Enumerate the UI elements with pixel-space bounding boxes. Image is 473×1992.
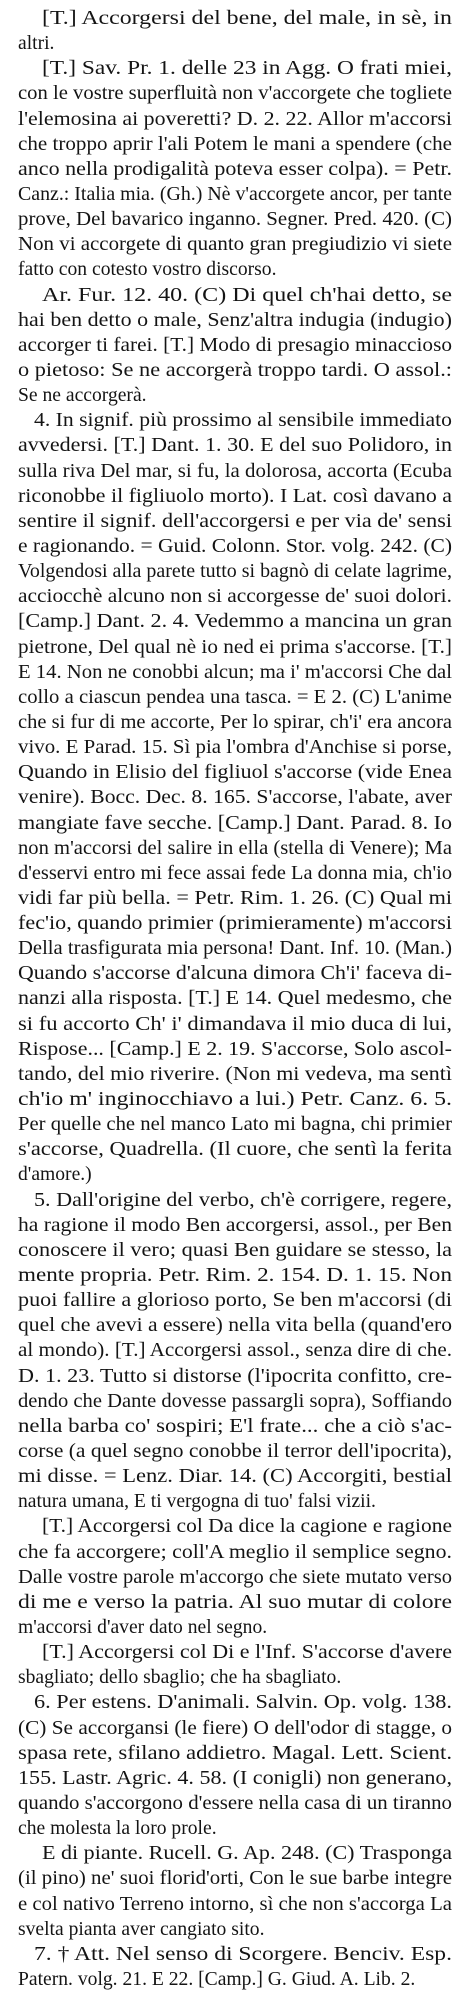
text-line <box>0 685 473 710</box>
text-line-content: quel che avevi a essere) nella vita bella (quand'ero <box>18 1315 453 1337</box>
text-line <box>0 1540 473 1565</box>
text-line-content: Ar. Fur. 12. 40. (C) Di quel ch'hai detto, se <box>42 284 453 306</box>
text-line <box>0 1137 473 1162</box>
text-line-content: con le vostre superfluità non v'accorgete che togliete <box>18 83 453 105</box>
text-line-content: (C) Se accorgansi (le fiere) O dell'odor di stagge, o <box>18 1717 453 1739</box>
text-line <box>0 1640 473 1665</box>
text-line-content: corse (a quel segno conobbe il terror dell'ipocrita), <box>18 1441 453 1463</box>
text-line <box>0 936 473 961</box>
text-line <box>0 1288 473 1313</box>
text-line <box>0 1162 473 1187</box>
text-line <box>0 1841 473 1866</box>
text-line <box>0 81 473 106</box>
text-line-content: che troppo aprir l'ali Potem le mani a spendere (che <box>18 133 453 155</box>
text-line <box>0 56 473 81</box>
text-line-content: mangiate fave secche. [Camp.] Dant. Parad. 8. Io <box>18 812 452 834</box>
text-line-content: che molesta la loro prole. <box>18 1818 217 1840</box>
text-line-content: [T.] Accorgersi del bene, del male, in sè, in <box>42 8 452 29</box>
text-line-content: dendo che Dante dovesse passargli sopra), Soffiando <box>18 1390 453 1412</box>
text-line-content: Quando in Elisio del figliuol s'accorse (vide Enea <box>18 762 453 784</box>
text-line-content: vivo. E Parad. 15. Sì pia l'ombra d'Anchise si porse, <box>18 737 452 759</box>
text-line <box>0 1741 473 1766</box>
text-line-content: e col nativo Terreno intorno, sì che non s'accorga La <box>18 1893 452 1915</box>
text-line-content: nanzi alla risposta. [T.] E 14. Quel medesmo, che <box>18 988 453 1010</box>
text-line <box>0 1615 473 1640</box>
text-line-content: altri. <box>18 33 55 55</box>
text-line <box>0 1188 473 1213</box>
text-line-content: hai ben detto o male, Senz'altra indugia (indugio) <box>18 309 452 331</box>
text-line <box>0 1690 473 1715</box>
text-line-content: Della trasfigurata mia persona! Dant. Inf. 10. (Man.) <box>18 938 452 960</box>
text-line-content: 155. Lastr. Agric. 4. 58. (I conigli) non generano, <box>18 1767 453 1789</box>
text-line-content: [T.] Accorgersi col Di e l'Inf. S'accorse d'avere <box>42 1642 452 1664</box>
text-line-content: vidi far più bella. = Petr. Rim. 1. 26. (C) Qual mi <box>18 887 453 909</box>
text-line-content: o pietoso: Se ne accorgerà troppo tardi. O assol.: <box>18 359 452 381</box>
text-line-content: non m'accorsi del salire in ella (stella di Venere); Ma <box>18 837 452 859</box>
text-line <box>0 283 473 308</box>
text-line-content: sbagliato; dello sbaglio; che ha sbagliato. <box>18 1667 342 1689</box>
text-line-content: [T.] Accorgersi col Da dice la cagione e ragione <box>42 1516 452 1538</box>
text-line <box>0 383 473 408</box>
text-line <box>0 1338 473 1363</box>
text-line <box>0 459 473 484</box>
text-line-content: m'accorsi d'aver dato nel segno. <box>18 1617 268 1638</box>
text-line <box>0 1213 473 1238</box>
text-line-content: riconobbe il figliuolo morto). I Lat. così davano a <box>18 485 453 507</box>
text-line-content: mi disse. = Lenz. Diar. 14. (C) Accorgiti, bestial <box>18 1466 452 1488</box>
text-line <box>0 1967 473 1992</box>
text-line <box>0 1917 473 1942</box>
text-line <box>0 1062 473 1087</box>
text-line-content: fatto con cotesto vostro discorso. <box>18 259 277 281</box>
text-line-content: E 14. Non ne conobbi alcun; ma i' m'accorsi Che dal <box>18 661 452 683</box>
text-line-content: 6. Per estens. D'animali. Salvin. Op. volg. 138. <box>34 1692 452 1714</box>
text-line <box>0 836 473 861</box>
text-line-content: 4. In signif. più prossimo al sensibile immediato <box>34 410 452 432</box>
text-line-content: puoi fallire a glorioso porto, Se ben m'accorsi (di <box>18 1290 452 1312</box>
text-line <box>0 1665 473 1690</box>
text-line <box>0 1590 473 1615</box>
text-line <box>0 886 473 911</box>
text-line-content: s'accorse, Quadrella. (Il cuore, che sentì la ferita <box>18 1139 453 1161</box>
text-line <box>0 1766 473 1791</box>
text-line-content: acciocchè alcuno non si accorgesse de' suoi dolori. <box>18 586 452 608</box>
text-line <box>0 207 473 232</box>
text-line-content: Volgendosi alla parete tutto si bagnò di celate lagrime, <box>18 561 452 583</box>
text-line <box>0 635 473 660</box>
text-line-content: natura umana, E ti vergogna di tuo' falsi vizii. <box>18 1491 376 1513</box>
text-line-content: ha ragione il modo Ben accorgersi, assol., per Ben <box>18 1214 453 1236</box>
text-line <box>0 961 473 986</box>
text-line-content: Dalle vostre parole m'accorgo che siete mutato verso <box>18 1566 453 1588</box>
text-line-content: accorger ti farei. [T.] Modo di presagio minaccioso <box>18 334 453 356</box>
text-line <box>0 1565 473 1590</box>
text-line <box>0 1791 473 1816</box>
text-line <box>0 1364 473 1389</box>
text-line-content: prove, Del bavarico inganno. Segner. Pred. 420. (C) <box>18 209 453 231</box>
text-line <box>0 1037 473 1062</box>
text-line-content: quando s'accorgono d'essere nella casa di un tiranno <box>18 1792 452 1814</box>
text-line <box>0 358 473 383</box>
text-line <box>0 182 473 207</box>
text-line-content: avvedersi. [T.] Dant. 1. 30. E del suo Polidoro, in <box>18 435 452 457</box>
text-line <box>0 31 473 56</box>
text-line <box>0 609 473 634</box>
text-line <box>0 1892 473 1917</box>
text-line-content: (il pino) ne' suoi florid'orti, Con le sue barbe integre <box>18 1868 452 1890</box>
text-line <box>0 509 473 534</box>
text-line-content: sentire il signif. dell'accorgersi e per via de' sensi <box>18 510 453 532</box>
text-line-content: di me e verso la patria. Al suo mutar di colore <box>18 1591 452 1613</box>
text-line <box>0 1389 473 1414</box>
text-line <box>0 132 473 157</box>
text-line <box>0 1263 473 1288</box>
text-line <box>0 1313 473 1338</box>
text-line-content: svelta pianta aver cangiato sito. <box>18 1918 265 1940</box>
text-line-content: E di piante. Rucell. G. Ap. 248. (C) Trasponga <box>42 1843 453 1865</box>
text-line-content: Per quelle che nel manco Lato mi bagna, chi primier <box>18 1114 452 1136</box>
text-line <box>0 660 473 685</box>
text-line <box>0 6 473 31</box>
text-line <box>0 157 473 182</box>
text-line <box>0 232 473 257</box>
text-line <box>0 584 473 609</box>
text-line <box>0 911 473 936</box>
text-line <box>0 1087 473 1112</box>
text-line <box>0 257 473 282</box>
text-line <box>0 735 473 760</box>
text-line <box>0 1489 473 1514</box>
text-line <box>0 408 473 433</box>
text-line <box>0 1866 473 1891</box>
text-line-content: [T.] Sav. Pr. 1. delle 23 in Agg. O frati miei, <box>42 58 453 80</box>
text-line <box>0 333 473 358</box>
text-line-content: Non vi accorgete di quanto gran pregiudizio vi siete <box>18 234 453 256</box>
text-line <box>0 308 473 333</box>
text-line-content: [Camp.] Dant. 2. 4. Vedemmo a mancina un gran <box>18 611 453 633</box>
text-line-content: che si fur di me accorte, Per lo spirar, ch'i' era ancora <box>18 711 452 733</box>
text-line <box>0 785 473 810</box>
text-line-content: d'amore.) <box>18 1164 92 1186</box>
text-line <box>0 534 473 559</box>
text-line-content: Quando s'accorse d'alcuna dimora Ch'i' faceva di- <box>18 963 452 985</box>
text-line <box>0 760 473 785</box>
text-line <box>0 1439 473 1464</box>
text-line <box>0 484 473 509</box>
text-line-content: tando, del mio riverire. (Non mi vedeva, ma sentì <box>18 1063 452 1085</box>
text-line-content: l'elemosina ai poveretti? D. 2. 22. Allor m'accorsi <box>18 108 453 130</box>
text-line <box>0 1464 473 1489</box>
text-line-content: nella barba co' sospiri; E'l frate... che a ciò s'ac- <box>18 1415 452 1437</box>
text-line-content: 7. † Att. Nel senso di Scorgere. Benciv. Esp. <box>34 1943 452 1965</box>
text-line-content: d'esservi entro mi fece assai fede La donna mia, ch'io <box>18 862 453 884</box>
text-line-content: Se ne accorgerà. <box>18 385 147 407</box>
text-line <box>0 986 473 1011</box>
text-line-content: ch'io m' inginocchiavo a lui.) Petr. Canz. 6. 5. <box>18 1089 453 1111</box>
text-line-content: anco nella prodigalità poteva esser colpa). = Petr. <box>18 158 453 180</box>
text-line-content: sulla riva Del mar, si fu, la dolorosa, accorta (Ecuba <box>18 460 452 482</box>
text-line-content: Rispose... [Camp.] E 2. 19. S'accorse, Solo ascol- <box>18 1038 452 1060</box>
text-line-content: e ragionando. = Guid. Colonn. Stor. volg. 242. (C) <box>18 535 453 557</box>
text-line-content: mente propria. Petr. Rim. 2. 154. D. 1. 15. Non <box>18 1265 452 1287</box>
text-line <box>0 107 473 132</box>
dictionary-entry-text <box>0 6 473 1992</box>
text-line <box>0 1414 473 1439</box>
text-line-content: pietrone, Del qual nè io ned ei prima s'accorse. [T.] <box>18 636 452 658</box>
text-line-content: conoscere il vero; quasi Ben guidare se stesso, la <box>18 1239 453 1261</box>
text-line <box>0 433 473 458</box>
text-line <box>0 559 473 584</box>
text-line <box>0 811 473 836</box>
text-line <box>0 710 473 735</box>
text-line <box>0 1816 473 1841</box>
text-line-content: si fu accorto Ch' i' dimandava il mio duca di lui, <box>18 1013 453 1035</box>
text-line-content: Canz.: Italia mia. (Gh.) Nè v'accorgete ancor, per tante <box>18 183 453 205</box>
text-line-content: spasa rete, sfilano addietro. Magal. Lett. Scient. <box>18 1742 453 1764</box>
text-line-content: Patern. volg. 21. E 22. [Camp.] G. Giud. A. Lib. 2. <box>18 1968 416 1990</box>
text-line-content: al mondo). [T.] Accorgersi assol., senza dire di che. <box>18 1340 453 1362</box>
text-line <box>0 1942 473 1967</box>
text-line-content: che fa accorgere; coll'A meglio il semplice segno. <box>18 1541 452 1563</box>
text-line <box>0 861 473 886</box>
text-line-content: collo a ciascun pendea una tasca. = E 2. (C) L'anime <box>18 686 452 708</box>
text-line-content: venire). Bocc. Dec. 8. 165. S'accorse, l'abate, aver <box>18 787 453 809</box>
text-line <box>0 1012 473 1037</box>
text-line <box>0 1112 473 1137</box>
text-line <box>0 1716 473 1741</box>
text-line-content: fec'io, quando primier (primieramente) m'accorsi <box>18 913 453 935</box>
text-line-content: D. 1. 23. Tutto si distorse (l'ipocrita confitto, cre- <box>18 1365 453 1387</box>
text-line <box>0 1238 473 1263</box>
text-line <box>0 1514 473 1539</box>
text-line-content: 5. Dall'origine del verbo, ch'è corrigere, regere, <box>34 1189 452 1211</box>
